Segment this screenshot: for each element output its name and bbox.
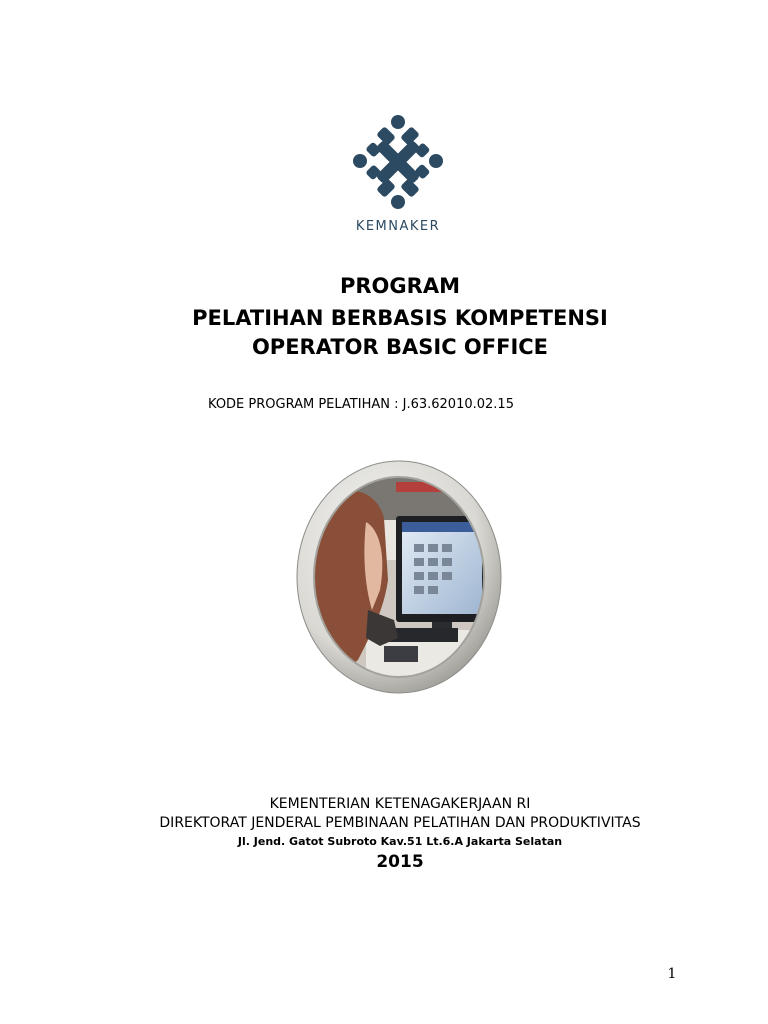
title-line-2: PELATIHAN BERBASIS KOMPETENSI <box>192 306 608 330</box>
page-number: 1 <box>667 966 677 982</box>
address: Jl. Jend. Gatot Subroto Kav.51 Lt.6.A Jakarta Selatan <box>237 835 563 848</box>
cover-photo <box>296 460 502 694</box>
ministry-name: KEMENTERIAN KETENAGAKERJAAN RI <box>269 796 531 812</box>
directorate-name: DIREKTORAT JENDERAL PEMBINAAN PELATIHAN DAN PRODUKTIVITAS <box>159 815 641 831</box>
logo-wordmark: KEMNAKER <box>355 219 441 234</box>
program-code: KODE PROGRAM PELATIHAN : J.63.62010.02.15 <box>208 397 514 412</box>
title-line-1: PROGRAM <box>340 274 460 298</box>
kemnaker-emblem-icon <box>352 114 444 210</box>
title-line-3: OPERATOR BASIC OFFICE <box>251 335 549 359</box>
year: 2015 <box>376 852 424 872</box>
